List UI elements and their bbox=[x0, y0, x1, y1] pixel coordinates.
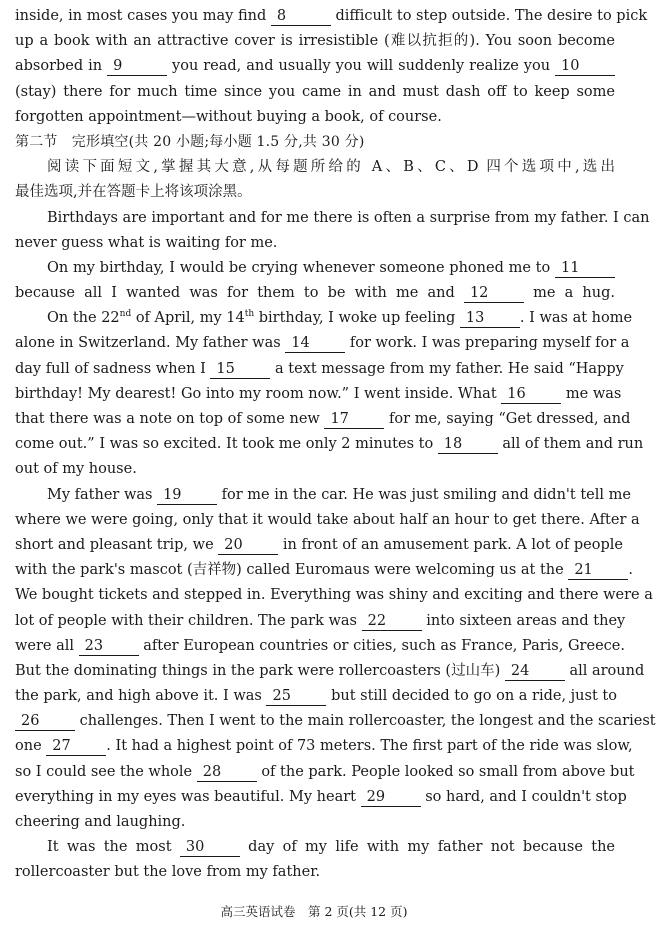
page-footer: 高三英语试卷 第 2 页(共 12 页) bbox=[220, 904, 408, 919]
text-segment: On the 22 bbox=[47, 310, 120, 327]
text-segment: But the dominating things in the park were rollercoasters (过山车) bbox=[15, 662, 505, 679]
blank-24: 24 bbox=[505, 662, 565, 681]
text-line bbox=[15, 180, 615, 205]
text-line bbox=[15, 29, 615, 54]
text-line bbox=[15, 709, 656, 734]
text-segment: a text message from my father. He said “Happy bbox=[270, 360, 624, 377]
text-segment: after European countries or cities, such as France, Paris, Greece. bbox=[138, 637, 625, 654]
blank-29: 29 bbox=[361, 788, 421, 807]
blank-10: 10 bbox=[555, 57, 615, 76]
text-line bbox=[15, 357, 624, 382]
text-segment: everything in my eyes was beautiful. My heart bbox=[15, 788, 361, 805]
text-segment: (stay) there for much time since you came in and must dash off to keep some bbox=[15, 83, 615, 100]
text-line bbox=[15, 281, 615, 306]
text-line bbox=[15, 206, 650, 231]
text-segment: you read, and usually you will suddenly realize you bbox=[167, 58, 555, 75]
text-segment: cheering and laughing. bbox=[15, 814, 186, 830]
ordinal-suffix: th bbox=[244, 309, 255, 320]
text-segment: absorbed in bbox=[15, 58, 108, 75]
text-line bbox=[15, 54, 615, 79]
text-segment: forgotten appointment—without buying a book, of course. bbox=[15, 108, 442, 125]
text-segment: for me, saying “Get dressed, and bbox=[384, 411, 631, 427]
text-segment: alone in Switzerland. My father was bbox=[15, 335, 286, 352]
text-line bbox=[15, 80, 615, 105]
text-segment: My father was bbox=[47, 486, 158, 503]
text-segment: day full of sadness when I bbox=[15, 360, 211, 377]
text-line bbox=[15, 734, 633, 759]
text-line bbox=[15, 558, 633, 583]
text-segment: for me in the car. He was just smiling and didn't tell me bbox=[217, 486, 631, 503]
blank-14: 14 bbox=[285, 334, 345, 353]
ordinal-suffix: nd bbox=[119, 309, 132, 320]
blank-21: 21 bbox=[568, 561, 628, 580]
blank-25: 25 bbox=[266, 687, 326, 706]
blank-28: 28 bbox=[197, 763, 257, 782]
text-segment: into sixteen areas and they bbox=[421, 612, 626, 629]
text-segment: . bbox=[628, 562, 633, 579]
text-segment: one bbox=[15, 738, 47, 755]
text-line bbox=[15, 533, 623, 558]
text-segment: never guess what is waiting for me. bbox=[15, 234, 278, 251]
blank-20: 20 bbox=[218, 536, 278, 555]
text-segment: short and pleasant trip, we bbox=[15, 536, 219, 553]
text-line bbox=[15, 659, 645, 684]
exam-text bbox=[15, 4, 656, 886]
text-segment: so I could see the whole bbox=[15, 763, 197, 780]
blank-23: 23 bbox=[79, 637, 139, 656]
text-segment: come out.” I was so excited. It took me only 2 minutes to bbox=[15, 436, 438, 453]
text-segment: It was the most bbox=[47, 839, 180, 856]
blank-26: 26 bbox=[15, 712, 75, 731]
text-segment: . It had a highest point of 73 meters. The first part of the ride was slow, bbox=[106, 738, 633, 755]
text-line bbox=[15, 483, 631, 508]
text-line bbox=[15, 231, 615, 256]
text-segment: challenges. Then I went to the main rollercoaster, the longest and the scariest bbox=[75, 713, 656, 730]
text-line bbox=[15, 860, 615, 885]
text-line bbox=[15, 684, 615, 709]
text-line bbox=[15, 4, 648, 29]
text-line bbox=[15, 634, 625, 659]
text-line bbox=[15, 609, 626, 634]
text-line bbox=[15, 760, 635, 785]
text-segment: so hard, and I couldn't stop bbox=[420, 788, 627, 805]
blank-13: 13 bbox=[460, 309, 520, 328]
text-segment: all of them and run bbox=[497, 436, 644, 453]
blank-22: 22 bbox=[362, 612, 422, 631]
text-segment: 最佳选项,并在答题卡上将该项涂黑。 bbox=[15, 184, 252, 201]
text-line bbox=[15, 785, 627, 810]
text-segment: rollercoaster but the love from my father. bbox=[15, 864, 321, 881]
text-line bbox=[15, 810, 615, 835]
text-line bbox=[15, 331, 630, 356]
text-segment: out of my house. bbox=[15, 461, 137, 478]
text-line bbox=[15, 407, 631, 432]
blank-12: 12 bbox=[464, 284, 524, 303]
blank-9: 9 bbox=[107, 57, 167, 76]
text-line bbox=[15, 583, 653, 608]
text-line bbox=[15, 306, 633, 331]
blank-30: 30 bbox=[180, 838, 240, 857]
blank-18: 18 bbox=[438, 435, 498, 454]
text-segment: all around bbox=[564, 662, 645, 679]
text-line bbox=[15, 155, 615, 180]
text-segment: 阅读下面短文,掌握其大意,从每题所给的 A、B、C、D 四个选项中,选出 bbox=[47, 159, 615, 176]
blank-16: 16 bbox=[501, 385, 561, 404]
text-segment: Birthdays are important and for me there is often a surprise from my father. I can bbox=[47, 209, 650, 226]
text-segment: that there was a note on top of some new bbox=[15, 411, 325, 427]
text-segment: 第二节 完形填空(共 20 小题;每小题 1.5 分,共 30 分) bbox=[15, 133, 365, 150]
blank-19: 19 bbox=[157, 486, 217, 505]
text-line bbox=[15, 835, 615, 860]
text-segment: me a hug. bbox=[523, 285, 615, 302]
text-segment: were all bbox=[15, 637, 79, 654]
text-segment: lot of people with their children. The park was bbox=[15, 612, 362, 629]
text-segment: day of my life with my father not because the bbox=[239, 839, 615, 856]
text-line bbox=[15, 508, 640, 533]
text-line bbox=[15, 457, 615, 482]
text-segment: but still decided to go on a ride, just to bbox=[326, 688, 617, 705]
text-segment: in front of an amusement park. A lot of people bbox=[278, 536, 623, 553]
text-segment: On my birthday, I would be crying whenever someone phoned me to bbox=[47, 259, 555, 276]
text-line bbox=[15, 130, 615, 155]
text-segment: for work. I was preparing myself for a bbox=[345, 335, 630, 352]
text-line bbox=[15, 432, 644, 457]
text-segment: me was bbox=[561, 385, 622, 402]
text-segment: because all I wanted was for them to be with me and bbox=[15, 285, 464, 302]
text-segment: inside, in most cases you may find bbox=[15, 8, 271, 24]
text-segment: the park, and high above it. I was bbox=[15, 688, 267, 705]
text-line bbox=[15, 256, 615, 281]
text-segment: birthday, I woke up feeling bbox=[254, 310, 460, 327]
text-segment: . I was at home bbox=[519, 310, 633, 327]
text-segment: where we were going, only that it would take about half an hour to get there. After a bbox=[15, 511, 640, 528]
text-segment: up a book with an attractive cover is irresistible (难以抗拒的). You soon become bbox=[15, 33, 615, 50]
text-segment: of April, my 14 bbox=[131, 310, 245, 327]
text-line bbox=[15, 105, 615, 130]
text-line bbox=[15, 382, 622, 407]
text-segment: with the park's mascot (吉祥物) called Euromaus were welcoming us at the bbox=[15, 562, 569, 579]
blank-15: 15 bbox=[210, 360, 270, 379]
blank-27: 27 bbox=[46, 737, 106, 756]
text-segment: birthday! My dearest! Go into my room now.” I went inside. What bbox=[15, 385, 502, 402]
text-segment: of the park. People looked so small from above but bbox=[256, 763, 635, 780]
text-segment: We bought tickets and stepped in. Everything was shiny and exciting and there were a bbox=[15, 587, 653, 604]
blank-17: 17 bbox=[324, 410, 384, 429]
blank-11: 11 bbox=[555, 259, 615, 278]
blank-8: 8 bbox=[271, 7, 331, 26]
text-segment: difficult to step outside. The desire to pick bbox=[330, 8, 648, 24]
